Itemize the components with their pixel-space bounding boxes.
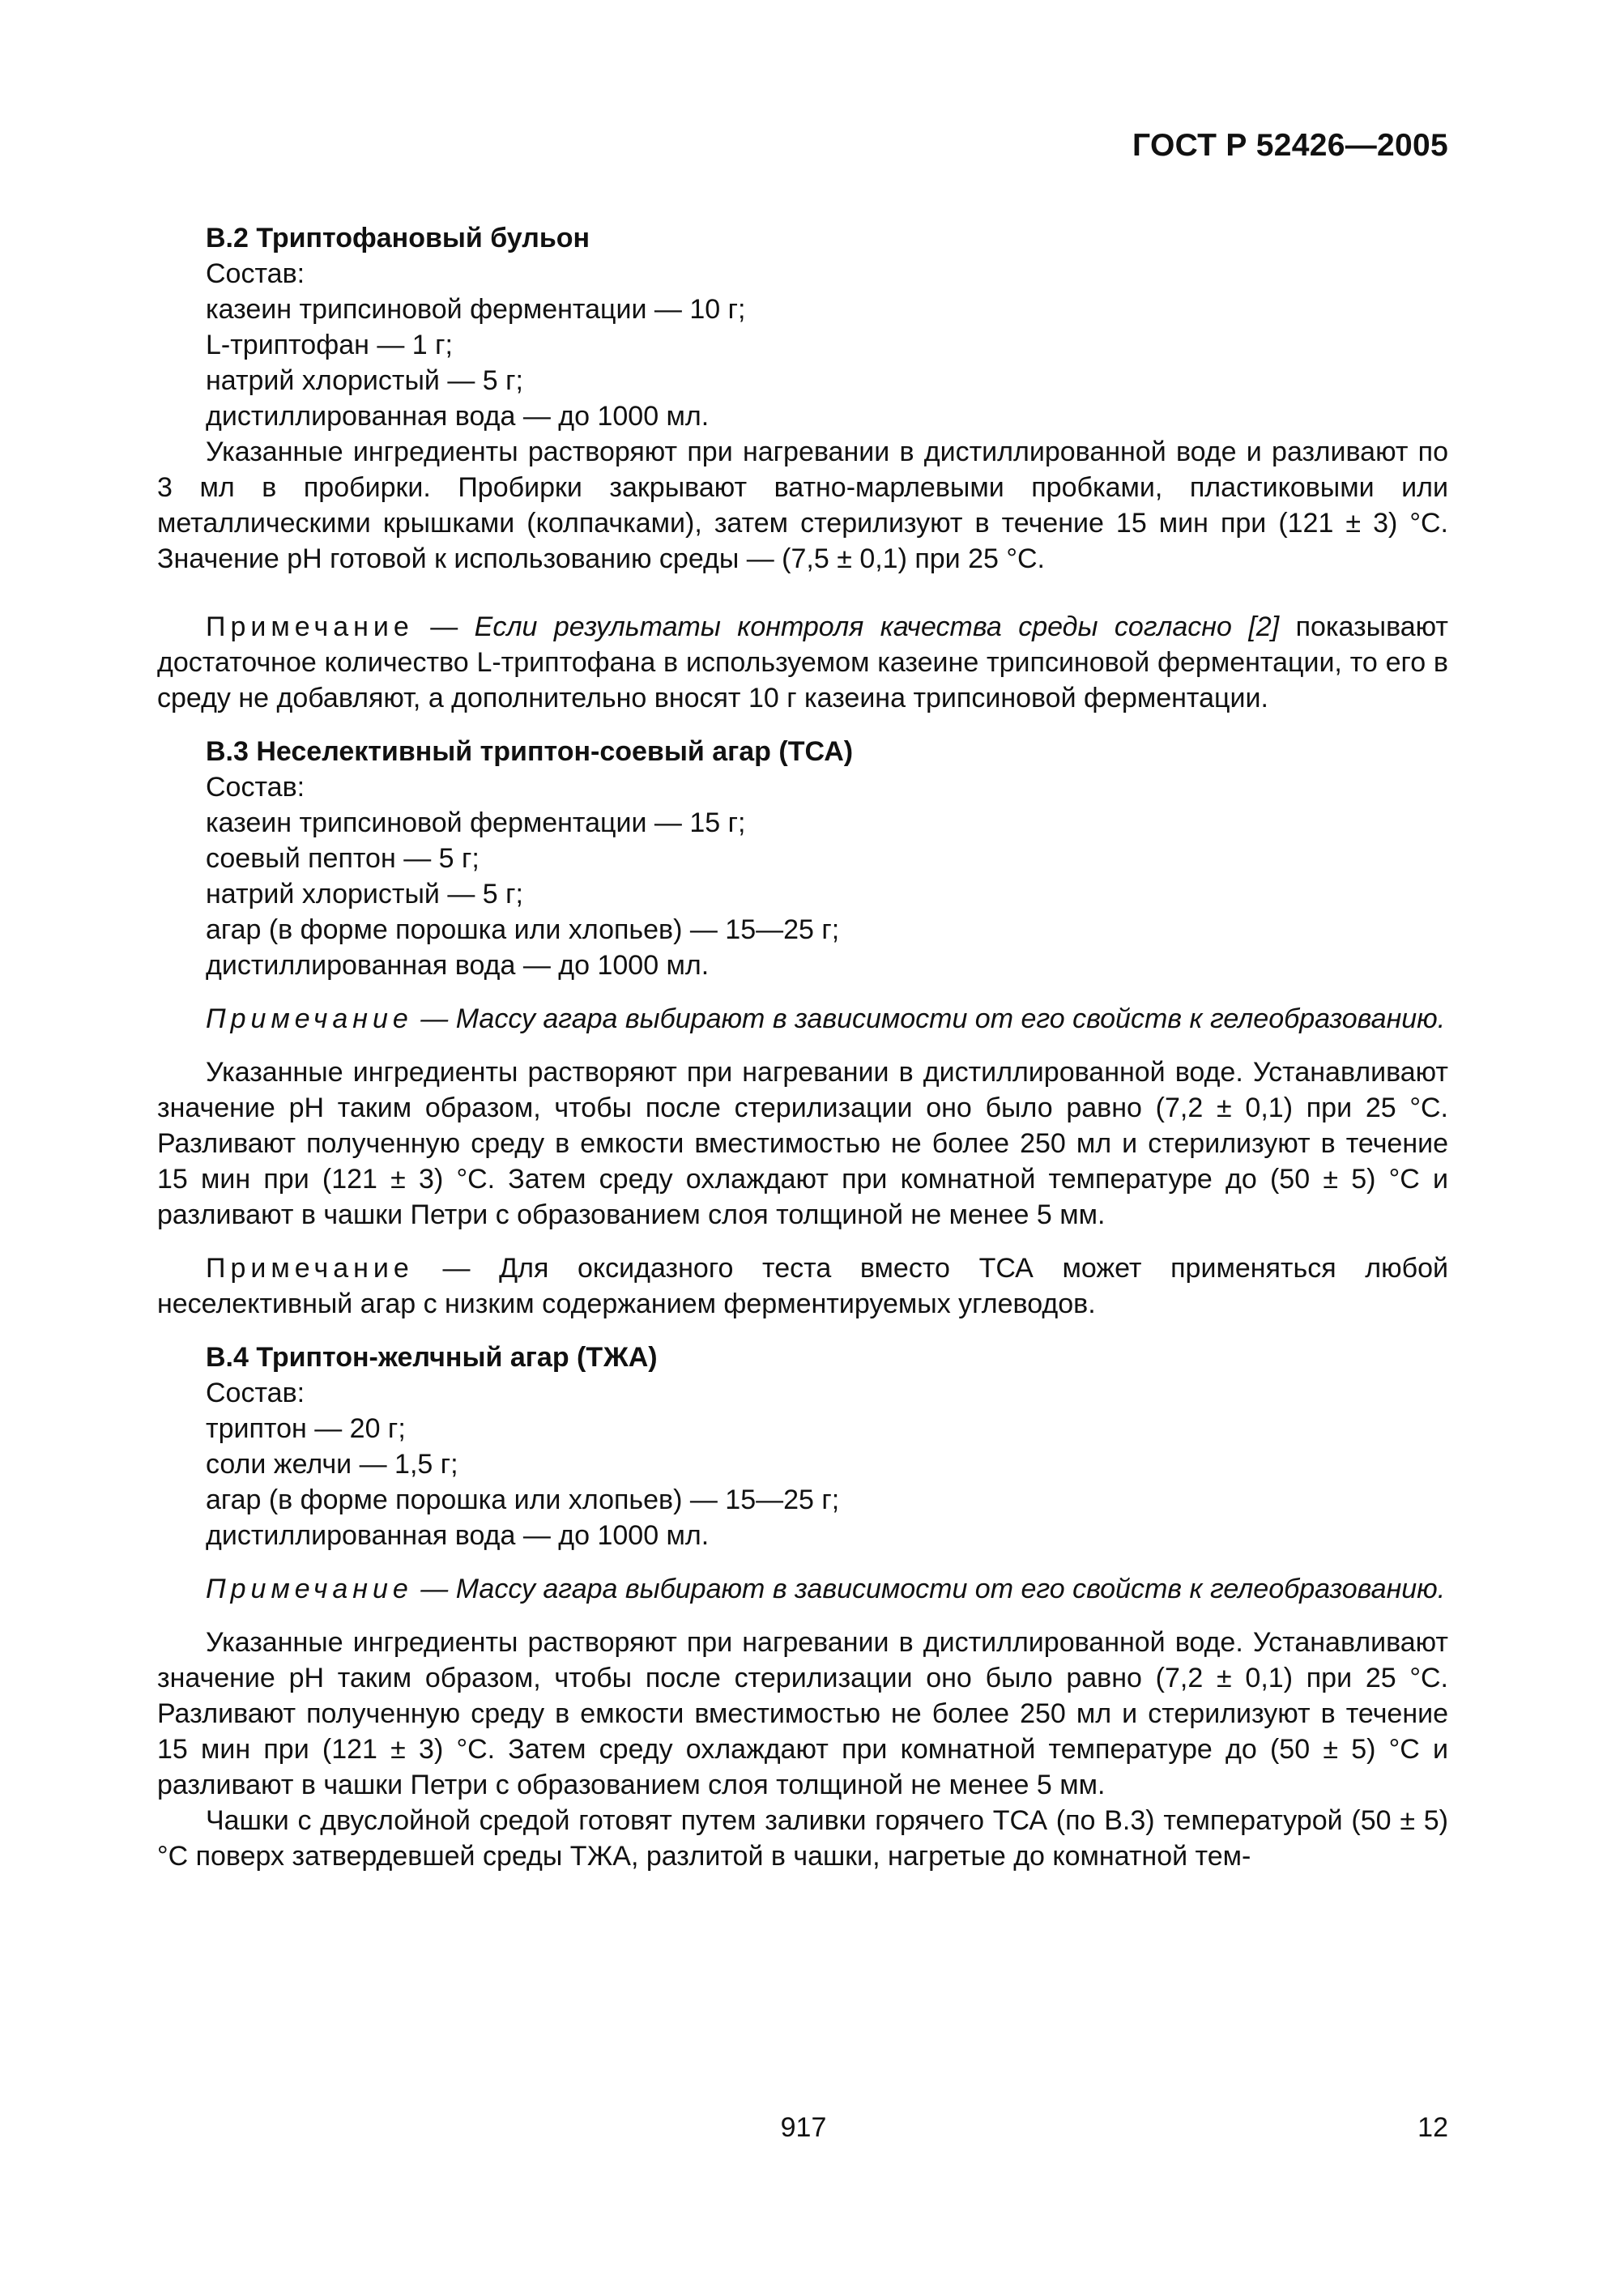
section-heading: В.2 Триптофановый бульон [206, 223, 590, 253]
note-label: Примечание [206, 1003, 413, 1034]
ingredient-item: дистиллированная вода — до 1000 мл. [206, 950, 710, 981]
note: Примечание — Для оксидазного теста вместо ТСА может применяться любой неселективный агар с низким содержанием ферментируемых углеводов. [157, 1253, 1448, 1319]
note-text: показывают достаточное количество L-триптофана в используемом казеине трипсиновой ферментации, то его в среду не добавляют, а дополнительно вносят 10 г казеина трипсиновой ферментации. [157, 611, 1448, 714]
ingredient-item: натрий хлористый — 5 г; [206, 879, 523, 909]
ingredient-item: соли желчи — 1,5 г; [206, 1449, 458, 1480]
ingredient-item: казеин трипсиновой ферментации — 10 г; [206, 294, 746, 325]
note-italic-text: Массу агара выбирают в зависимости от его свойств к гелеобразованию. [455, 1574, 1446, 1604]
body-paragraph: Указанные ингредиенты растворяют при нагревании в дистиллированной воде. Устанавливают значение рН таким образом, чтобы после стерилизации оно было равно (7,2 ± 0,1) при 25 °С. Разливают полученную среду в емкости вместимостью не более 250 мл и стерилизуют в течение 15 мин при (121 ± 3) °С. Затем среду охлаждают при комнатной температуре до (50 ± 5) °С и разливают в чашки Петри с образованием слоя толщиной не менее 5 мм. [157, 1627, 1448, 1800]
ingredient-item: L-триптофан — 1 г; [206, 330, 453, 360]
composition-label: Состав: [206, 772, 305, 803]
ingredient-item: агар (в форме порошка или хлопьев) — 15—25 г; [206, 1485, 840, 1515]
composition-label: Состав: [206, 1378, 305, 1408]
note: Примечание — Массу агара выбирают в зависимости от его свойств к гелеобразованию. [206, 1574, 1446, 1604]
note-label: Примечание [206, 1253, 414, 1284]
footer-center-number: 917 [780, 2112, 827, 2143]
section-heading: В.3 Неселективный триптон-соевый агар (ТСА) [206, 736, 854, 767]
ingredient-item: казеин трипсиновой ферментации — 15 г; [206, 807, 746, 838]
section-b4 [157, 1340, 1448, 1874]
ingredient-item: дистиллированная вода — до 1000 мл. [206, 401, 710, 432]
note-label: Примечание [206, 611, 414, 642]
page-number: 12 [1417, 2112, 1448, 2143]
note-italic-text: Массу агара выбирают в зависимости от его свойств к гелеобразованию. [455, 1003, 1446, 1034]
body-paragraph: Указанные ингредиенты растворяют при нагревании в дистиллированной воде и разливают по 3 мл в пробирки. Пробирки закрывают ватно-марлевыми пробками, пластиковыми или металлическими крышками (колпачками), затем стерилизуют в течение 15 мин при (121 ± 3) °С. Значение рН готовой к использованию среды — (7,5 ± 0,1) при 25 °С. [157, 437, 1448, 574]
section-b2 [157, 220, 1448, 716]
document-body [157, 220, 1448, 1874]
ingredient-item: натрий хлористый — 5 г; [206, 365, 523, 396]
ingredient-item: триптон — 20 г; [206, 1413, 406, 1444]
note-italic-text: Если результаты контроля качества среды согласно [2] [474, 611, 1280, 642]
section-heading: В.4 Триптон-желчный агар (ТЖА) [206, 1342, 658, 1373]
note-label: Примечание [206, 1574, 413, 1604]
note-text: Для оксидазного теста вместо ТСА может применяться любой неселективный агар с низким содержанием ферментируемых углеводов. [157, 1253, 1448, 1319]
composition-label: Состав: [206, 258, 305, 289]
note: Примечание — Если результаты контроля качества среды согласно [2] показывают достаточное количество L-триптофана в используемом казеине трипсиновой ферментации, то его в среду не добавляют, а дополнительно вносят 10 г казеина трипсиновой ферментации. [157, 611, 1448, 714]
section-b3 [157, 734, 1448, 1322]
ingredient-item: соевый пептон — 5 г; [206, 843, 480, 874]
note: Примечание — Массу агара выбирают в зависимости от его свойств к гелеобразованию. [206, 1003, 1446, 1034]
standard-title: ГОСТ Р 52426—2005 [1132, 128, 1448, 163]
body-paragraph: Указанные ингредиенты растворяют при нагревании в дистиллированной воде. Устанавливают значение рН таким образом, чтобы после стерилизации оно было равно (7,2 ± 0,1) при 25 °С. Разливают полученную среду в емкости вместимостью не более 250 мл и стерилизуют в течение 15 мин при (121 ± 3) °С. Затем среду охлаждают при комнатной температуре до (50 ± 5) °С и разливают в чашки Петри с образованием слоя толщиной не менее 5 мм. [157, 1057, 1448, 1230]
ingredient-item: дистиллированная вода — до 1000 мл. [206, 1520, 710, 1551]
body-paragraph: Чашки с двуслойной средой готовят путем заливки горячего ТСА (по В.3) температурой (50 ± 5) °С поверх затвердевшей среды ТЖА, разлитой в чашки, нагретые до комнатной тем- [157, 1805, 1448, 1872]
ingredient-item: агар (в форме порошка или хлопьев) — 15—25 г; [206, 914, 840, 945]
